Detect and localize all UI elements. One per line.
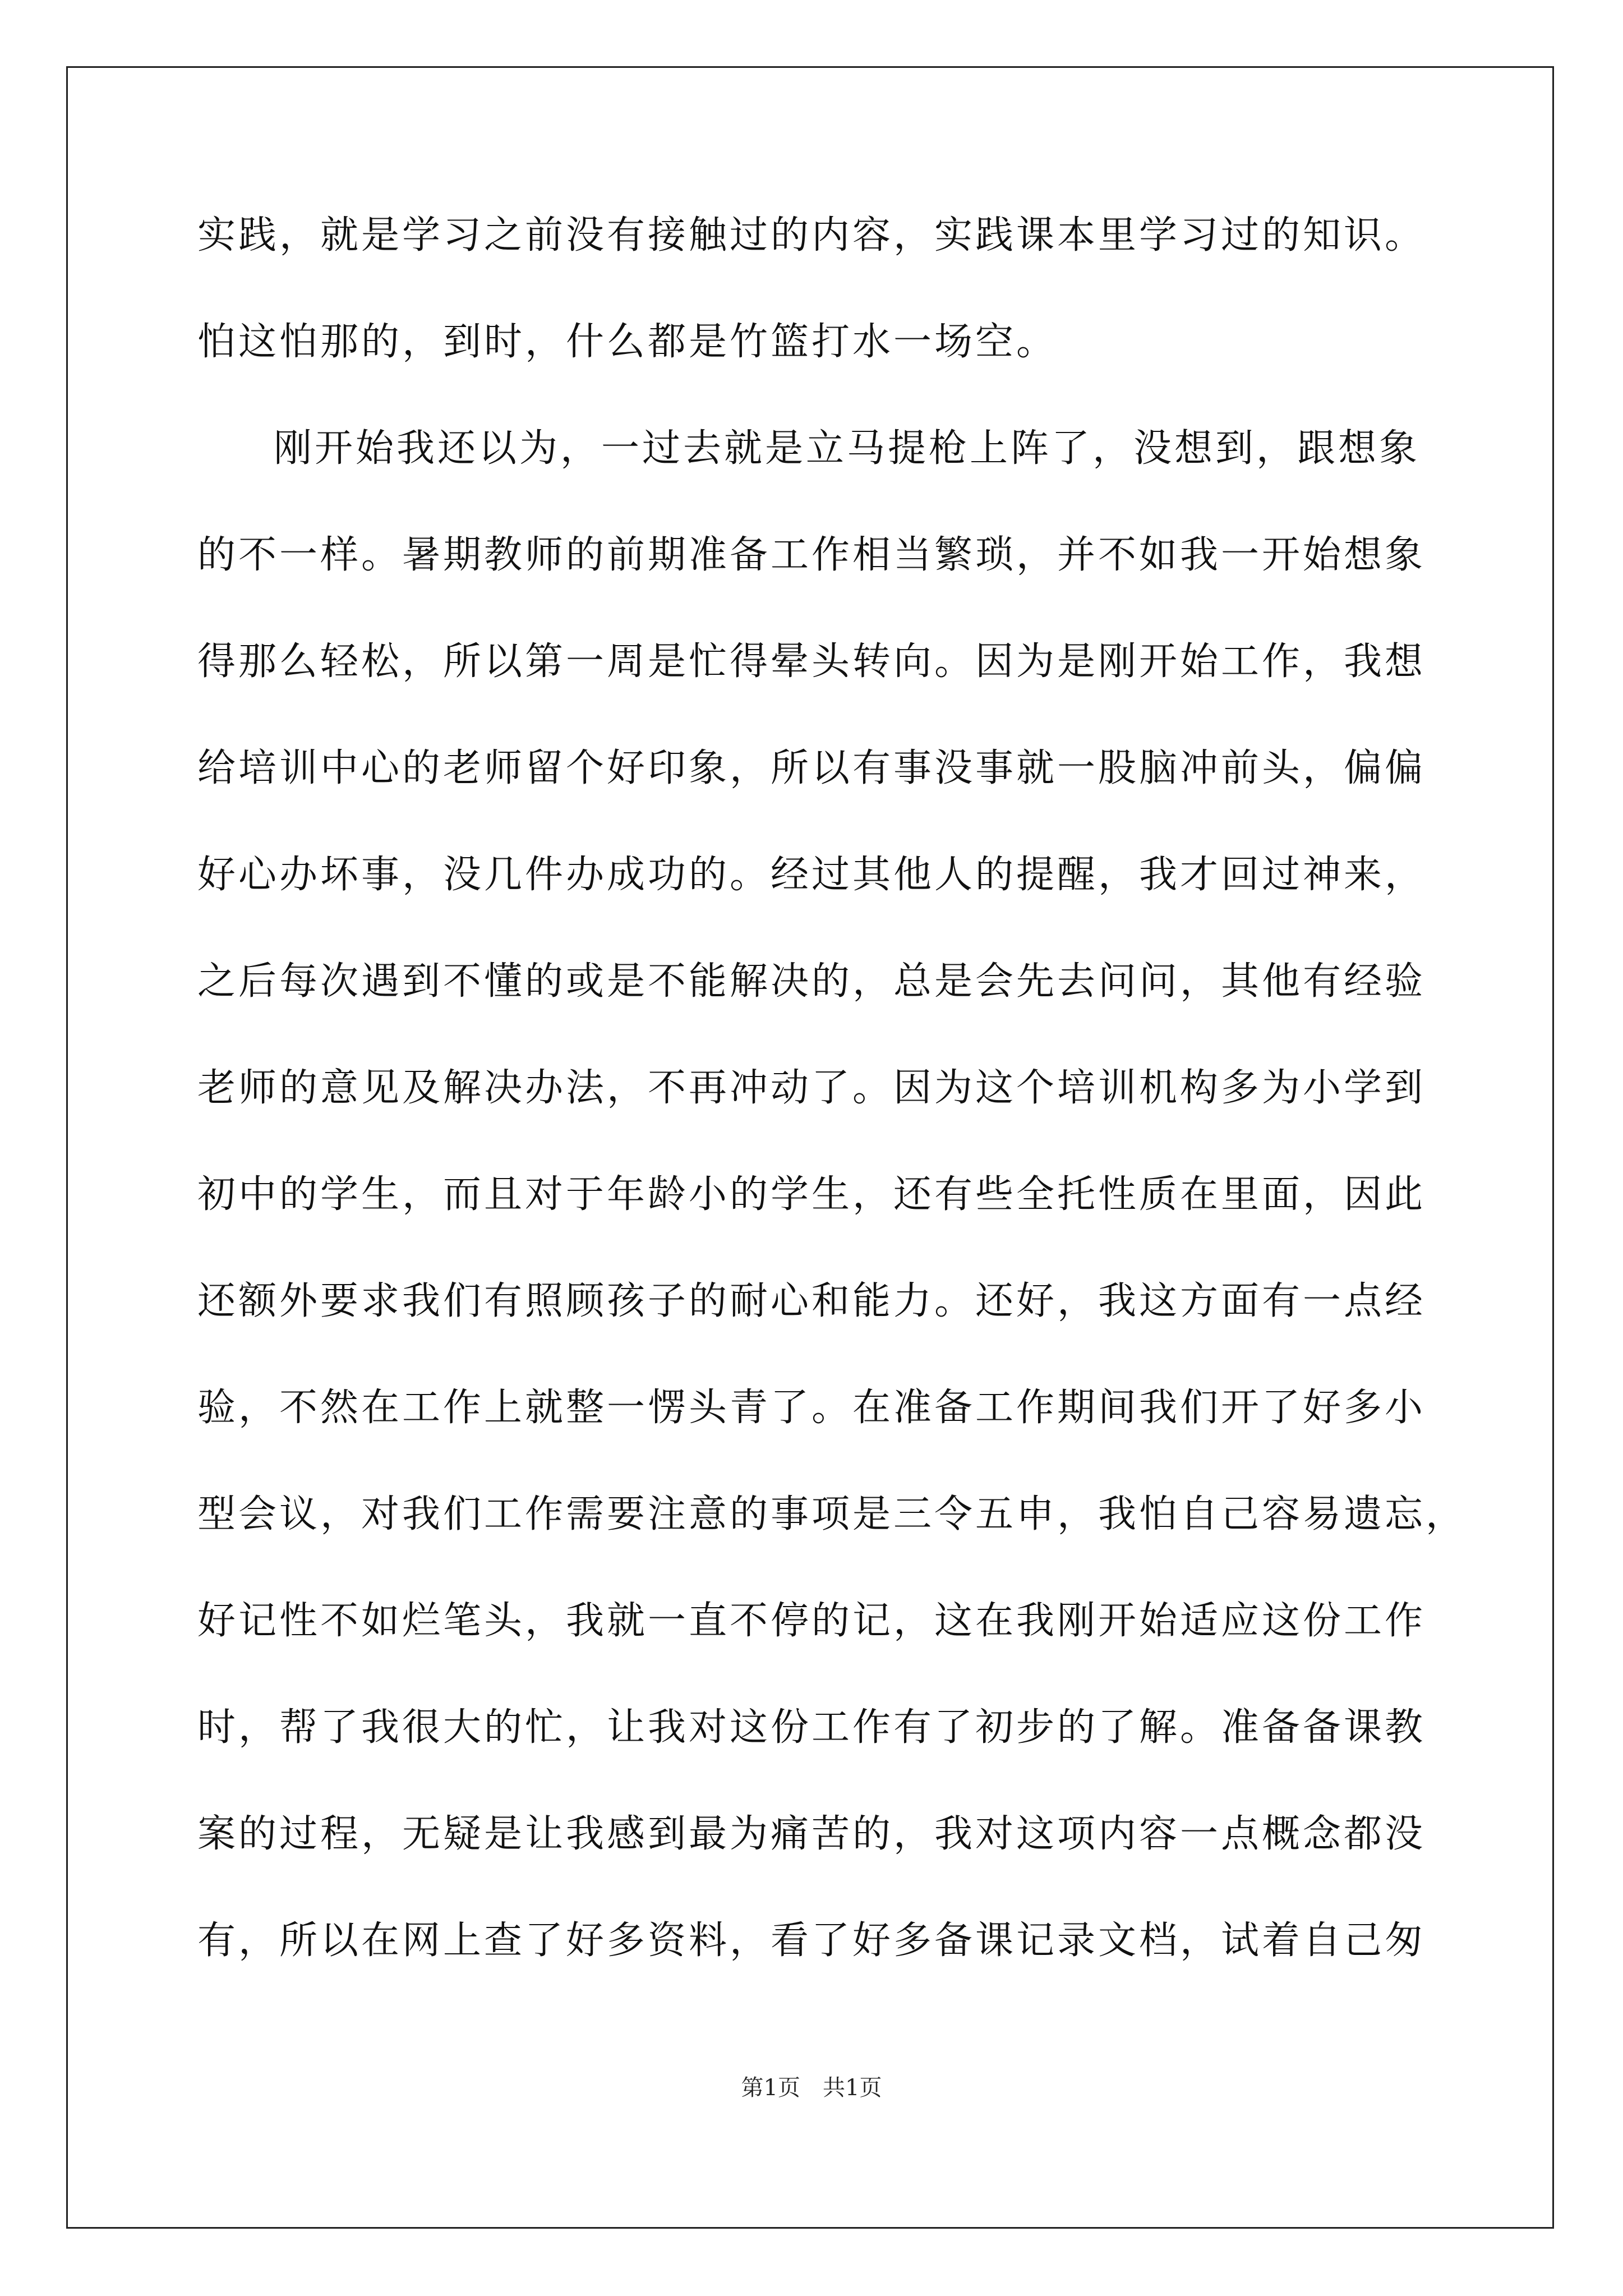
text-line: 还额外要求我们有照顾孩子的耐心和能力。还好，我这方面有一点经 xyxy=(197,1279,1426,1323)
page-number-footer: 第1页 共1页 xyxy=(741,2075,882,2101)
text-line: 型会议，对我们工作需要注意的事项是三令五申，我怕自己容易遗忘， xyxy=(197,1492,1467,1536)
text-line: 好记性不如烂笔头，我就一直不停的记，这在我刚开始适应这份工作 xyxy=(197,1599,1426,1643)
text-line: 验，不然在工作上就整一愣头青了。在准备工作期间我们开了好多小 xyxy=(197,1386,1426,1430)
text-line: 实践，就是学习之前没有接触过的内容，实践课本里学习过的知识。 xyxy=(197,213,1426,257)
text-line: 案的过程，无疑是让我感到最为痛苦的，我对这项内容一点概念都没 xyxy=(197,1812,1426,1856)
paragraph-first-line: 刚开始我还以为，一过去就是立马提枪上阵了，没想到，跟想象 xyxy=(274,426,1421,471)
text-line: 有，所以在网上查了好多资料，看了好多备课记录文档，试着自己匆 xyxy=(197,1918,1426,1963)
text-line: 老师的意见及解决办法，不再冲动了。因为这个培训机构多为小学到 xyxy=(197,1066,1426,1110)
text-line: 时，帮了我很大的忙，让我对这份工作有了初步的了解。准备备课教 xyxy=(197,1705,1426,1750)
text-line: 的不一样。暑期教师的前期准备工作相当繁琐，并不如我一开始想象 xyxy=(197,533,1426,577)
page-border xyxy=(66,66,1554,2229)
text-line: 怕这怕那的，到时，什么都是竹篮打水一场空。 xyxy=(197,320,1058,364)
text-line: 初中的学生，而且对于年龄小的学生，还有些全托性质在里面，因此 xyxy=(197,1172,1426,1217)
text-line: 好心办坏事，没几件办成功的。经过其他人的提醒，我才回过神来， xyxy=(197,853,1426,897)
text-line: 得那么轻松，所以第一周是忙得晕头转向。因为是刚开始工作，我想 xyxy=(197,639,1426,684)
text-line: 给培训中心的老师留个好印象，所以有事没事就一股脑冲前头，偏偏 xyxy=(197,746,1426,790)
text-line: 之后每次遇到不懂的或是不能解决的，总是会先去问问，其他有经验 xyxy=(197,959,1426,1004)
